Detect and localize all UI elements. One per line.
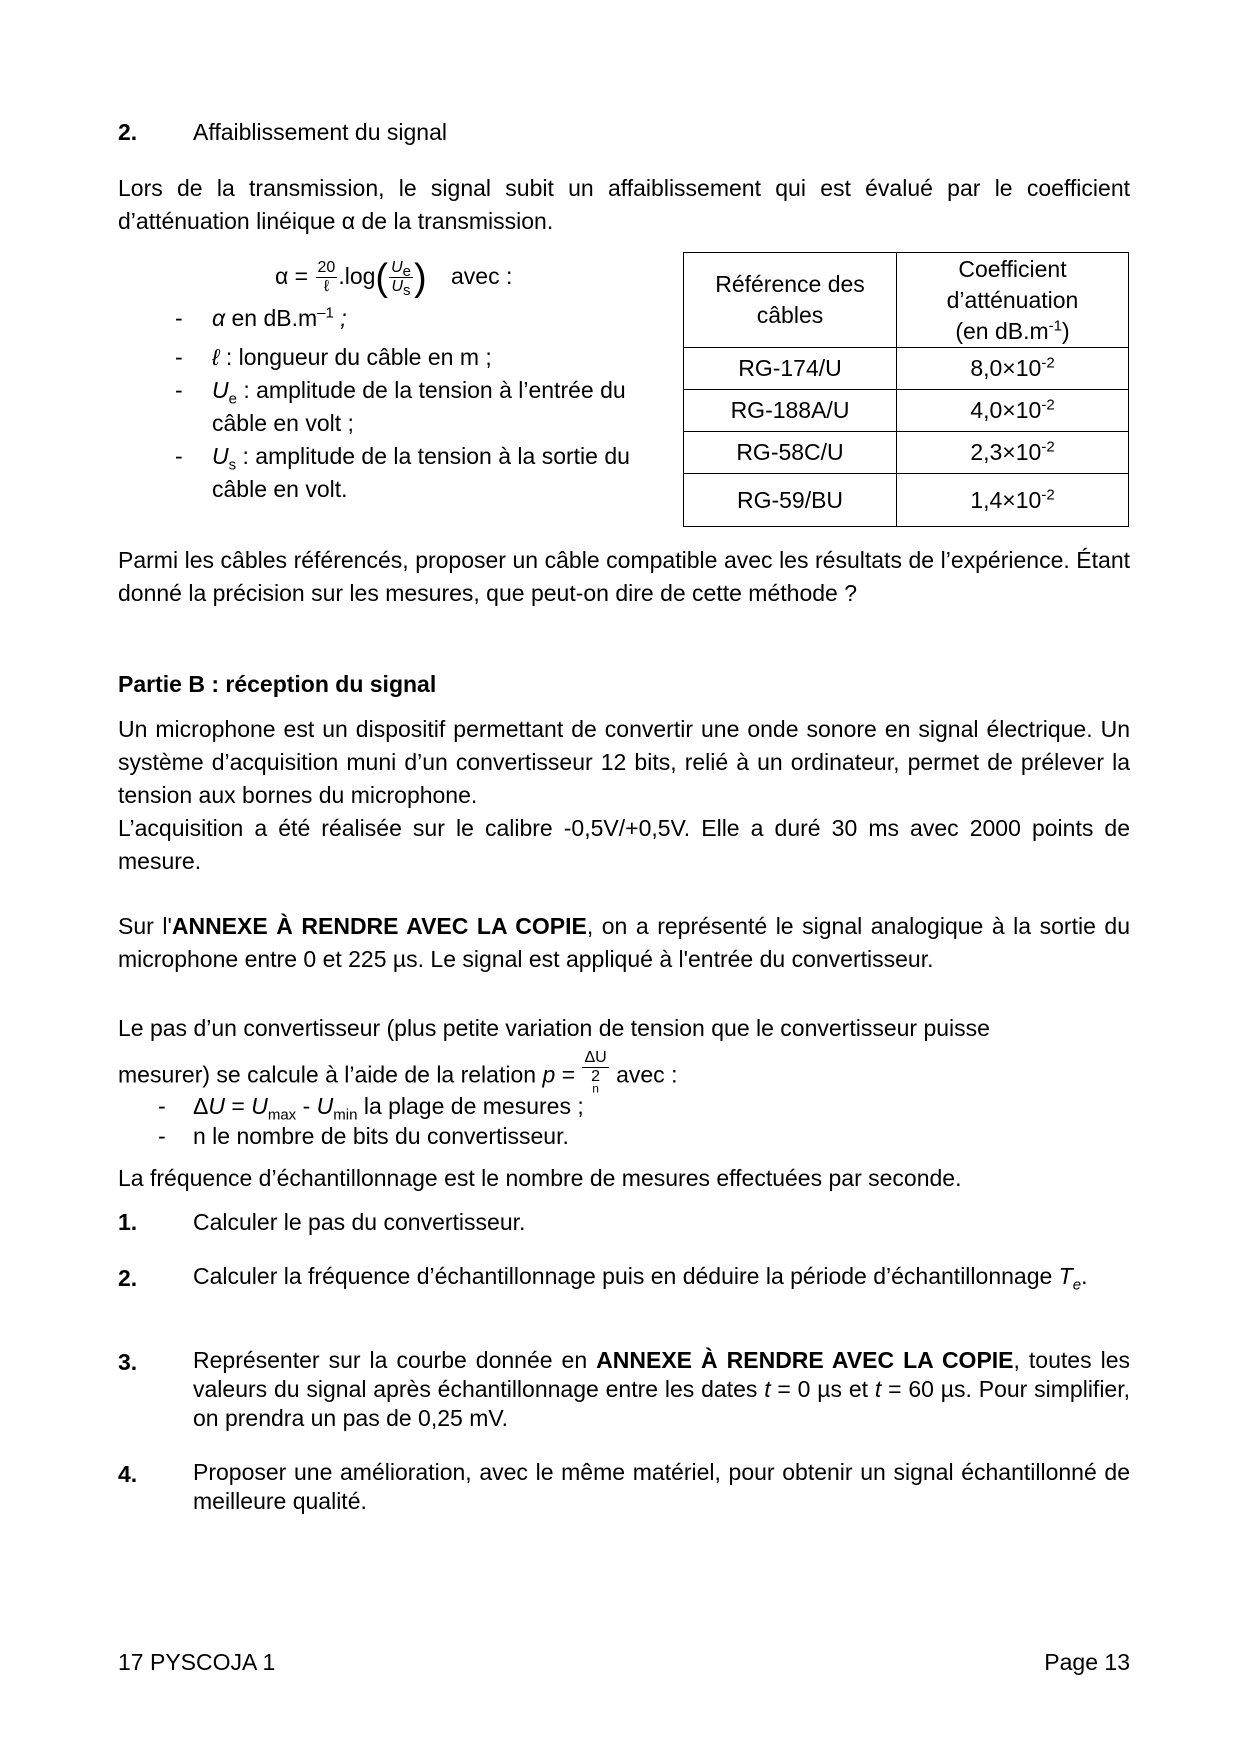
- partB-title: Partie B : réception du signal: [118, 671, 437, 697]
- def-alpha: α en $dB.m^{-1}$ ;: [212, 304, 347, 331]
- cable-question: Parmi les câbles référencés, proposer un câble compatible avec les résultats de l’expérience. Étant donné la précision sur les mesures, que peut-on dire de cette méthode ?: [118, 547, 1130, 606]
- table-row: RG-174/U $8,0\times 10^{-2}$: [684, 348, 1129, 390]
- partB-paragraph-2: L’acquisition a été réalisée sur le calibre -0,5V/+0,5V. Elle a duré 30 ms avec 2000 points de mesure.: [118, 815, 1130, 874]
- partB-paragraph-4: Le pas d’un convertisseur (plus petite variation de tension que le convertisseur puisse: [118, 1015, 990, 1041]
- partB-paragraph-3: Sur l'ANNEXE À RENDRE AVEC LA COPIE, on a représenté le signal analogique à la sortie du microphone entre 0 et 225 µs. Le signal est appliqué à l'entrée du convertisseur.: [118, 913, 1130, 972]
- partB-paragraph-1: Un microphone est un dispositif permettant de convertir une onde sonore en signal électrique. Un système d’acquisition muni d’un convertisseur 12 bits, relié à un ordinateur, permet de prélever la tension aux bornes du microphone.: [118, 716, 1130, 808]
- question-4: Proposer une amélioration, avec le même matériel, pour obtenir un signal échantillonné de meilleure qualité.: [193, 1459, 1130, 1514]
- partB-paragraph-5: La fréquence d’échantillonnage est le nombre de mesures effectuées par seconde.: [118, 1165, 962, 1191]
- table-row: RG-188A/U $4,0\times 10^{-2}$: [684, 390, 1129, 432]
- header-coefficient: Coefficient d’atténuation (en $dB.m^{-1}$): [897, 253, 1129, 348]
- question-3: Représenter sur la courbe donnée en ANNEXE À RENDRE AVEC LA COPIE, toutes les valeurs du signal après échantillonnage entre les dates t = 0 µs et t = 60 µs. Pour simplifier, on prendra un pas de 0,25 mV.: [193, 1347, 1131, 1431]
- step-formula-line: mesurer) se calcule à l’aide de la relation p = ΔU 2 $^n$ avec :: [118, 1049, 677, 1104]
- section-title: Affaiblissement du signal: [193, 119, 447, 145]
- intro-paragraph: Lors de la transmission, le signal subit un affaiblissement qui est évalué par le coefficient d’atténuation linéique α de la transmission.: [118, 175, 1130, 234]
- def-length: ℓ : longueur du câble en m ;: [212, 344, 492, 370]
- table-row: RG-58C/U $2,3\times 10^{-2}$: [684, 432, 1129, 474]
- question-1: Calculer le pas du convertisseur.: [193, 1209, 526, 1235]
- section-number: 2.: [118, 119, 138, 145]
- question-2: Calculer la fréquence d’échantillonnage puis en déduire la période d’échantillonnage $T_e$.: [193, 1263, 1088, 1294]
- header-reference: Référence des câbles: [684, 253, 897, 348]
- step-fraction: ΔU 2 $^n$: [584, 1049, 607, 1096]
- table-row: RG-59/BU $1,4\times 10^{-2}$: [684, 474, 1129, 527]
- cable-table: [683, 252, 1129, 527]
- voltage-ratio: $\frac{U_e}{U_s}$: [391, 259, 411, 300]
- formula-fraction: $\frac{20}{\text{ℓ}}$: [317, 259, 336, 296]
- footer-page-number: Page 13: [1044, 1649, 1130, 1675]
- bullet-bits: n le nombre de bits du convertisseur.: [193, 1123, 569, 1149]
- footer-code: 17 PYSCOJA 1: [118, 1649, 276, 1675]
- def-ue: $U_e$ : amplitude de la tension à l’entrée du câble en volt ;: [212, 377, 626, 436]
- attenuation-formula: α = $\frac{20}{\text{ℓ}}$ .log( $\frac{U_e}{U_s}$ ) avec :: [275, 256, 513, 300]
- table-header-row: [684, 253, 1129, 348]
- def-us: $U_s$ : amplitude de la tension à la sortie du câble en volt.: [212, 443, 630, 502]
- bullet-range: $\Delta U = U_{max} - U_{min}$ la plage de mesures ;: [193, 1093, 584, 1124]
